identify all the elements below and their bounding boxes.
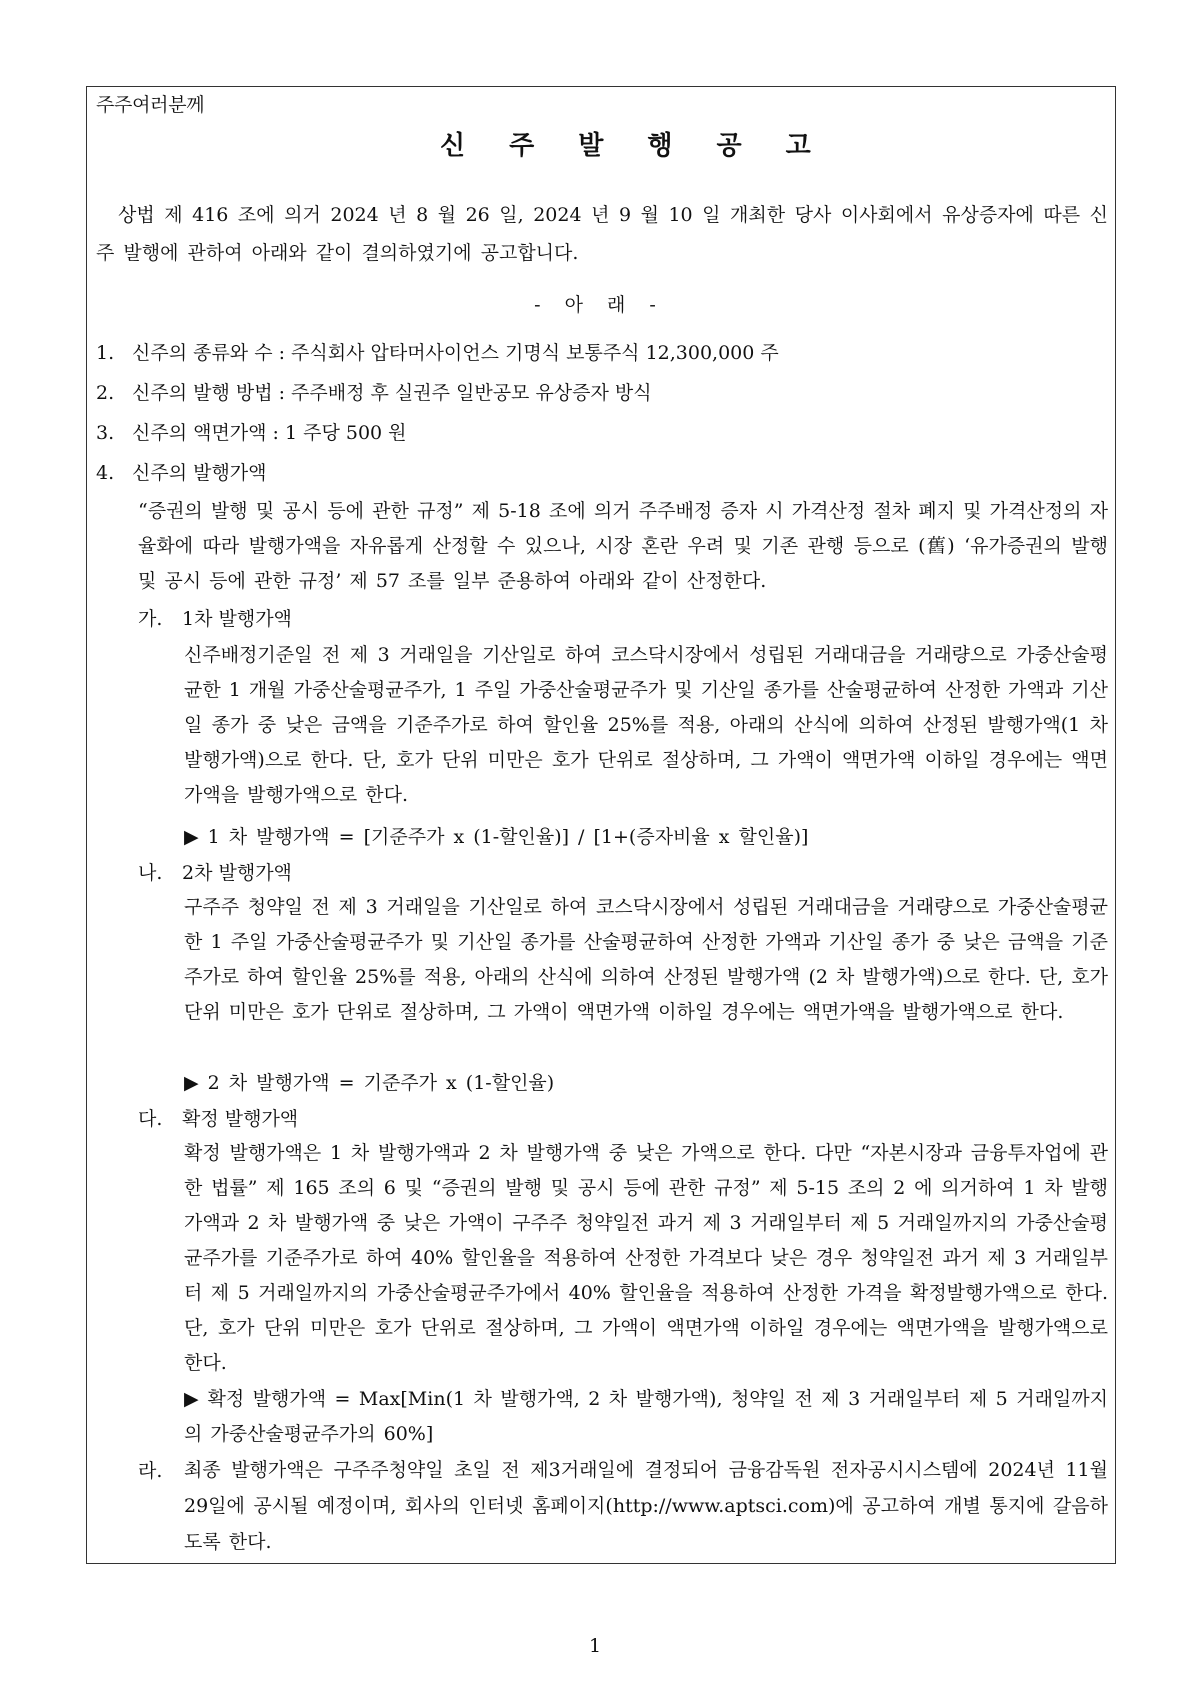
- list-item: [96, 418, 407, 445]
- list-item: [96, 338, 779, 365]
- subsection-heading: [138, 1104, 298, 1131]
- subsection-heading: [138, 858, 292, 885]
- section-heading: - 아 래 -: [534, 294, 656, 316]
- item-text: 신주의 액면가액 : 1 주당 500 원: [132, 422, 407, 444]
- subsection-body: 신주배정기준일 전 제 3 거래일을 기산일로 하여 코스닥시장에서 성립된 거래대금을 거래량으로 가중산술평균한 1 개월 가중산술평균주가, 1 주일 가중산술평균주가 및 기산일 종가를 산술평균하여 산정한 가액과 기산일 종가 중 낮은 금액을 기준주가로 하여 할인율 25%를 적용, 아래의 산식에 의하여 산정된 발행가액(1 차 발행가액)으로 한다. 단, 호가 단위 미만은 호가 단위로 절상하며, 그 가액이 액면가액 이하일 경우에는 액면가액을 발행가액으로 한다.: [184, 644, 1108, 806]
- list-item: [96, 378, 652, 405]
- subsection-title: 1차 발행가액: [182, 608, 292, 630]
- item-number: 3.: [96, 422, 115, 444]
- page-title: 신주발행공고: [440, 131, 855, 161]
- item-number: 4.: [96, 462, 115, 484]
- intro-paragraph: 상법 제 416 조에 의거 2024 년 8 월 26 일, 2024 년 9 월 10 일 개최한 당사 이사회에서 유상증자에 따른 신주 발행에 관하여 아래와 같이 결의하였기에 공고합니다.: [96, 204, 1108, 264]
- subsection-label: 가.: [138, 608, 163, 630]
- page-number: 1: [588, 1635, 602, 1657]
- formula: ▶ 확정 발행가액 = Max[Min(1 차 발행가액, 2 차 발행가액), 청약일 전 제 3 거래일부터 제 5 거래일까지의 가중산술평균주가의 60%]: [184, 1388, 1108, 1445]
- subsection-body: 구주주 청약일 전 제 3 거래일을 기산일로 하여 코스닥시장에서 성립된 거래대금을 거래량으로 가중산술평균한 1 주일 가중산술평균주가 및 기산일 종가를 산술평균하여 산정한 가액과 기산일 종가 중 낮은 금액을 기준주가로 하여 할인율 25%를 적용, 아래의 산식에 의하여 산정된 발행가액 (2 차 발행가액)으로 한다. 단, 호가 단위 미만은 호가 단위로 절상하며, 그 가액이 액면가액 이하일 경우에는 액면가액을 발행가액으로 한다.: [184, 896, 1108, 1023]
- subsection-label: 나.: [138, 862, 163, 884]
- list-item: [96, 458, 267, 485]
- item4-description: “증권의 발행 및 공시 등에 관한 규정” 제 5-18 조에 의거 주주배정 증자 시 가격산정 절차 폐지 및 가격산정의 자율화에 따라 발행가액을 자유롭게 산정할 수 있으나, 시장 혼란 우려 및 기존 관행 등으로 (舊) ‘유가증권의 발행 및 공시 등에 관한 규정’ 제 57 조를 일부 준용하여 아래와 같이 산정한다.: [138, 500, 1108, 592]
- subsection-label-ra: 라.: [138, 1460, 163, 1482]
- subsection-title: 2차 발행가액: [182, 862, 292, 884]
- item-text: 신주의 종류와 수 : 주식회사 압타머사이언스 기명식 보통주식 12,300,000 주: [132, 342, 779, 364]
- subsection-heading: [138, 604, 292, 631]
- greeting: 주주여러분께: [96, 94, 205, 116]
- item-number: 2.: [96, 382, 115, 404]
- subsection-title: 확정 발행가액: [182, 1108, 299, 1130]
- item-text: 신주의 발행가액: [132, 462, 267, 484]
- item-number: 1.: [96, 342, 115, 364]
- subsection-body: 최종 발행가액은 구주주청약일 초일 전 제3거래일에 결정되어 금융감독원 전자공시시스템에 2024년 11월 29일에 공시될 예정이며, 회사의 인터넷 홈페이지(http://www.aptsci.com)에 공고하여 개별 통지에 갈음하도록 한다.: [184, 1459, 1108, 1553]
- subsection-body: 확정 발행가액은 1 차 발행가액과 2 차 발행가액 중 낮은 가액으로 한다. 다만 “자본시장과 금융투자업에 관한 법률” 제 165 조의 6 및 “증권의 발행 및 공시 등에 관한 규정” 제 5-15 조의 2 에 의거하여 1 차 발행가액과 2 차 발행가액 중 낮은 가액이 구주주 청약일전 과거 제 3 거래일부터 제 5 거래일까지의 가중산술평균주가를 기준주가로 하여 40% 할인율을 적용하여 산정한 가격보다 낮은 경우 청약일전 과거 제 3 거래일부터 제 5 거래일까지의 가중산술평균주가에서 40% 할인율을 적용하여 산정한 가격을 확정발행가액으로 한다. 단, 호가 단위 미만은 호가 단위로 절상하며, 그 가액이 액면가액 이하일 경우에는 액면가액을 발행가액으로 한다.: [184, 1142, 1108, 1374]
- formula: ▶ 1 차 발행가액 = [기준주가 x (1-할인율)] / [1+(증자비율 x 할인율)]: [184, 826, 809, 848]
- subsection-label: 다.: [138, 1108, 163, 1130]
- item-text: 신주의 발행 방법 : 주주배정 후 실권주 일반공모 유상증자 방식: [132, 382, 652, 404]
- formula: ▶ 2 차 발행가액 = 기준주가 x (1-할인율): [184, 1072, 555, 1094]
